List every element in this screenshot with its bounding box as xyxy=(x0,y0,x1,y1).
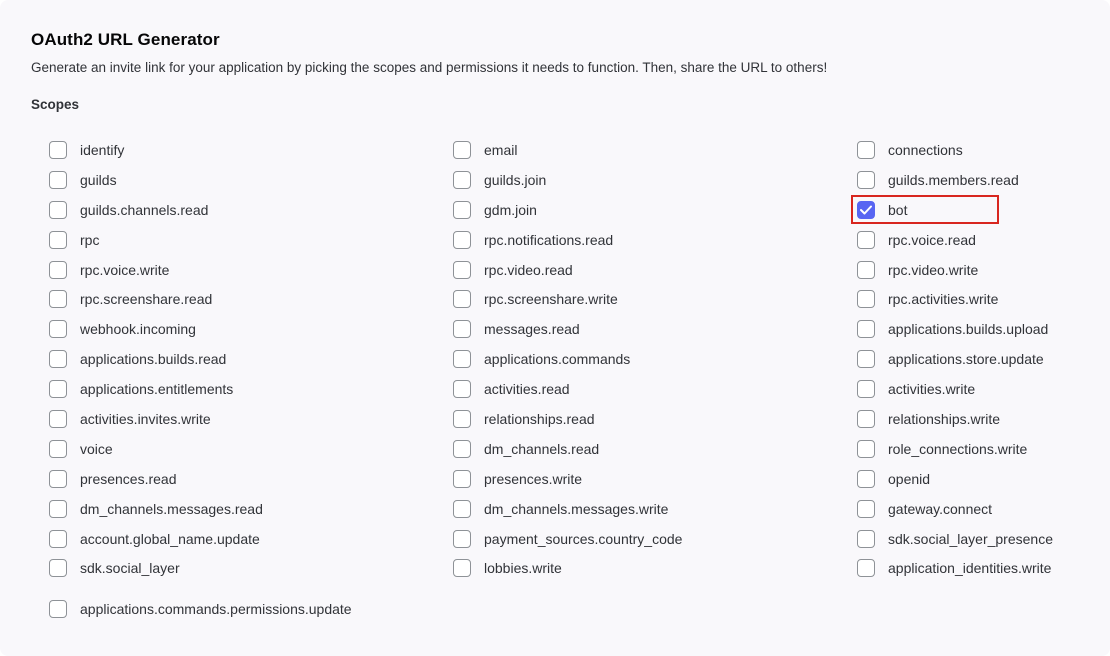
scope-label: dm_channels.read xyxy=(484,440,600,457)
scope-checkbox[interactable] xyxy=(857,231,875,249)
scope-checkbox[interactable] xyxy=(453,440,471,458)
scope-email[interactable] xyxy=(453,139,857,161)
scope-checkbox[interactable] xyxy=(857,530,875,548)
scope-activities-invites-write[interactable] xyxy=(49,408,453,430)
scope-checkbox[interactable] xyxy=(857,500,875,518)
scope-label: activities.read xyxy=(484,381,570,398)
scope-checkbox[interactable] xyxy=(857,201,875,219)
scope-applications-builds-upload[interactable] xyxy=(857,318,1089,340)
scope-label: applications.entitlements xyxy=(80,381,234,398)
scope-checkbox[interactable] xyxy=(453,201,471,219)
scope-applications-builds-read[interactable] xyxy=(49,348,453,370)
scope-checkbox[interactable] xyxy=(49,171,67,189)
scope-openid[interactable] xyxy=(857,468,1089,490)
scope-label: relationships.read xyxy=(484,411,595,428)
scope-checkbox[interactable] xyxy=(453,231,471,249)
scope-label: gateway.connect xyxy=(888,500,993,517)
scope-checkbox[interactable] xyxy=(857,171,875,189)
page-title: OAuth2 URL Generator xyxy=(31,30,220,49)
scope-checkbox[interactable] xyxy=(49,320,67,338)
scope-checkbox[interactable] xyxy=(49,141,67,159)
scope-checkbox[interactable] xyxy=(453,320,471,338)
scope-checkbox[interactable] xyxy=(49,261,67,279)
scope-checkbox[interactable] xyxy=(453,470,471,488)
scope-label: webhook.incoming xyxy=(80,321,196,338)
scope-label: guilds.join xyxy=(484,171,547,188)
scope-label: account.global_name.update xyxy=(80,530,260,547)
scope-label: dm_channels.messages.read xyxy=(80,500,263,517)
scope-label: rpc.notifications.read xyxy=(484,231,614,248)
scope-label: applications.commands.permissions.update xyxy=(80,601,352,617)
scope-checkbox[interactable] xyxy=(453,171,471,189)
scope-label: payment_sources.country_code xyxy=(484,530,683,547)
scope-label: rpc xyxy=(80,231,100,248)
scope-dm-channels-messages-read[interactable] xyxy=(49,498,453,520)
scope-checkbox[interactable] xyxy=(49,201,67,219)
scope-label: rpc.screenshare.write xyxy=(484,291,618,308)
scope-label: role_connections.write xyxy=(888,440,1028,457)
scope-checkbox[interactable] xyxy=(49,410,67,428)
scope-rpc-voice-read[interactable] xyxy=(857,229,1089,251)
scope-lobbies-write[interactable] xyxy=(453,557,857,579)
scope-dm-channels-read[interactable] xyxy=(453,438,857,460)
scope-guilds-members-read[interactable] xyxy=(857,169,1089,191)
scope-webhook-incoming[interactable] xyxy=(49,318,453,340)
page-description: Generate an invite link for your application by picking the scopes and permissions it needs to function. Then, share the URL to others! xyxy=(31,60,828,75)
scope-checkbox[interactable] xyxy=(453,290,471,308)
scope-applications-commands[interactable] xyxy=(453,348,857,370)
scope-checkbox[interactable] xyxy=(49,500,67,518)
scope-label: bot xyxy=(888,201,908,218)
scope-label: applications.builds.upload xyxy=(888,321,1049,338)
scope-checkbox[interactable] xyxy=(857,380,875,398)
scope-presences-write[interactable] xyxy=(453,468,857,490)
scope-label: guilds.channels.read xyxy=(80,201,209,218)
scope-label: openid xyxy=(888,470,931,487)
scopes-section-label: Scopes xyxy=(31,97,80,112)
scope-relationships-write[interactable] xyxy=(857,408,1089,430)
scope-rpc-voice-write[interactable] xyxy=(49,259,453,281)
scope-checkbox[interactable] xyxy=(49,600,67,618)
scope-label: applications.builds.read xyxy=(80,351,227,368)
scope-label: presences.write xyxy=(484,470,583,487)
scope-label: guilds xyxy=(80,171,117,188)
scope-activities-write[interactable] xyxy=(857,378,1089,400)
scope-label: applications.store.update xyxy=(888,351,1044,368)
scope-checkbox[interactable] xyxy=(453,350,471,368)
scope-account-global-name-update[interactable] xyxy=(49,528,453,550)
scope-checkbox[interactable] xyxy=(49,380,67,398)
scope-rpc-screenshare-read[interactable] xyxy=(49,288,453,310)
scope-guilds-join[interactable] xyxy=(453,169,857,191)
scope-checkbox[interactable] xyxy=(49,559,67,577)
scope-bot[interactable] xyxy=(857,199,1089,221)
scope-rpc[interactable] xyxy=(49,229,453,251)
scope-checkbox[interactable] xyxy=(857,470,875,488)
scope-label: rpc.video.read xyxy=(484,261,573,278)
scope-identify[interactable] xyxy=(49,139,453,161)
scope-label: messages.read xyxy=(484,321,580,338)
scope-checkbox[interactable] xyxy=(49,350,67,368)
scope-checkbox[interactable] xyxy=(453,410,471,428)
scope-rpc-notifications-read[interactable] xyxy=(453,229,857,251)
scope-activities-read[interactable] xyxy=(453,378,857,400)
scope-label: rpc.voice.write xyxy=(80,261,170,278)
scope-rpc-video-write[interactable] xyxy=(857,259,1089,281)
scope-sdk-social-layer-presence[interactable] xyxy=(857,528,1089,550)
scope-connections[interactable] xyxy=(857,139,1089,161)
scope-label: activities.write xyxy=(888,381,976,398)
scope-dm-channels-messages-write[interactable] xyxy=(453,498,857,520)
scope-payment-sources-country-code[interactable] xyxy=(453,528,857,550)
scope-label: rpc.screenshare.read xyxy=(80,291,213,308)
scope-checkbox[interactable] xyxy=(453,559,471,577)
scope-label: email xyxy=(484,142,518,158)
scope-label: application_identities.write xyxy=(888,560,1052,577)
scope-label: relationships.write xyxy=(888,411,1001,428)
scope-checkbox[interactable] xyxy=(453,141,471,159)
scope-rpc-screenshare-write[interactable] xyxy=(453,288,857,310)
scope-checkbox[interactable] xyxy=(49,470,67,488)
scope-checkbox[interactable] xyxy=(453,500,471,518)
scope-checkbox[interactable] xyxy=(857,410,875,428)
scope-checkbox[interactable] xyxy=(49,440,67,458)
scope-label: lobbies.write xyxy=(484,560,562,577)
scope-applications-store-update[interactable] xyxy=(857,348,1089,370)
scope-checkbox[interactable] xyxy=(857,440,875,458)
scope-checkbox[interactable] xyxy=(453,530,471,548)
scope-applications-entitlements[interactable] xyxy=(49,378,453,400)
scope-guilds[interactable] xyxy=(49,169,453,191)
scope-checkbox[interactable] xyxy=(453,380,471,398)
scope-checkbox[interactable] xyxy=(49,290,67,308)
scope-gateway-connect[interactable] xyxy=(857,498,1089,520)
scope-gdm-join[interactable] xyxy=(453,199,857,221)
scope-sdk-social-layer[interactable] xyxy=(49,557,453,579)
scope-guilds-channels-read[interactable] xyxy=(49,199,453,221)
scope-checkbox[interactable] xyxy=(857,261,875,279)
scope-label: rpc.voice.read xyxy=(888,231,976,248)
scope-messages-read[interactable] xyxy=(453,318,857,340)
scope-voice[interactable] xyxy=(49,438,453,460)
scope-label: guilds.members.read xyxy=(888,171,1019,188)
scope-rpc-activities-write[interactable] xyxy=(857,288,1089,310)
scope-checkbox[interactable] xyxy=(453,261,471,279)
scope-label: identify xyxy=(80,142,125,158)
scope-label: rpc.video.write xyxy=(888,261,979,278)
scope-checkbox[interactable] xyxy=(857,141,875,159)
scope-checkbox[interactable] xyxy=(49,530,67,548)
scope-application-identities-write[interactable] xyxy=(857,557,1089,579)
scope-checkbox[interactable] xyxy=(857,290,875,308)
scope-checkbox[interactable] xyxy=(49,231,67,249)
scope-checkbox[interactable] xyxy=(857,320,875,338)
scope-label: sdk.social_layer xyxy=(80,560,180,577)
scope-label: gdm.join xyxy=(484,201,537,218)
scope-checkbox[interactable] xyxy=(857,350,875,368)
scope-label: presences.read xyxy=(80,470,177,487)
scope-label: voice xyxy=(80,440,113,457)
scope-label: rpc.activities.write xyxy=(888,291,999,308)
scope-label: activities.invites.write xyxy=(80,411,211,428)
scope-rpc-video-read[interactable] xyxy=(453,259,857,281)
scopes-grid xyxy=(49,139,1089,587)
scope-applications-commands-permissions-update[interactable] xyxy=(49,598,352,620)
scope-role-connections-write[interactable] xyxy=(857,438,1089,460)
scope-checkbox[interactable] xyxy=(857,559,875,577)
scope-presences-read[interactable] xyxy=(49,468,453,490)
checkmark-icon xyxy=(860,205,872,215)
scope-label: applications.commands xyxy=(484,351,631,368)
scope-label: connections xyxy=(888,142,963,158)
scope-relationships-read[interactable] xyxy=(453,408,857,430)
scope-label: sdk.social_layer_presence xyxy=(888,530,1053,547)
scope-label: dm_channels.messages.write xyxy=(484,500,669,517)
